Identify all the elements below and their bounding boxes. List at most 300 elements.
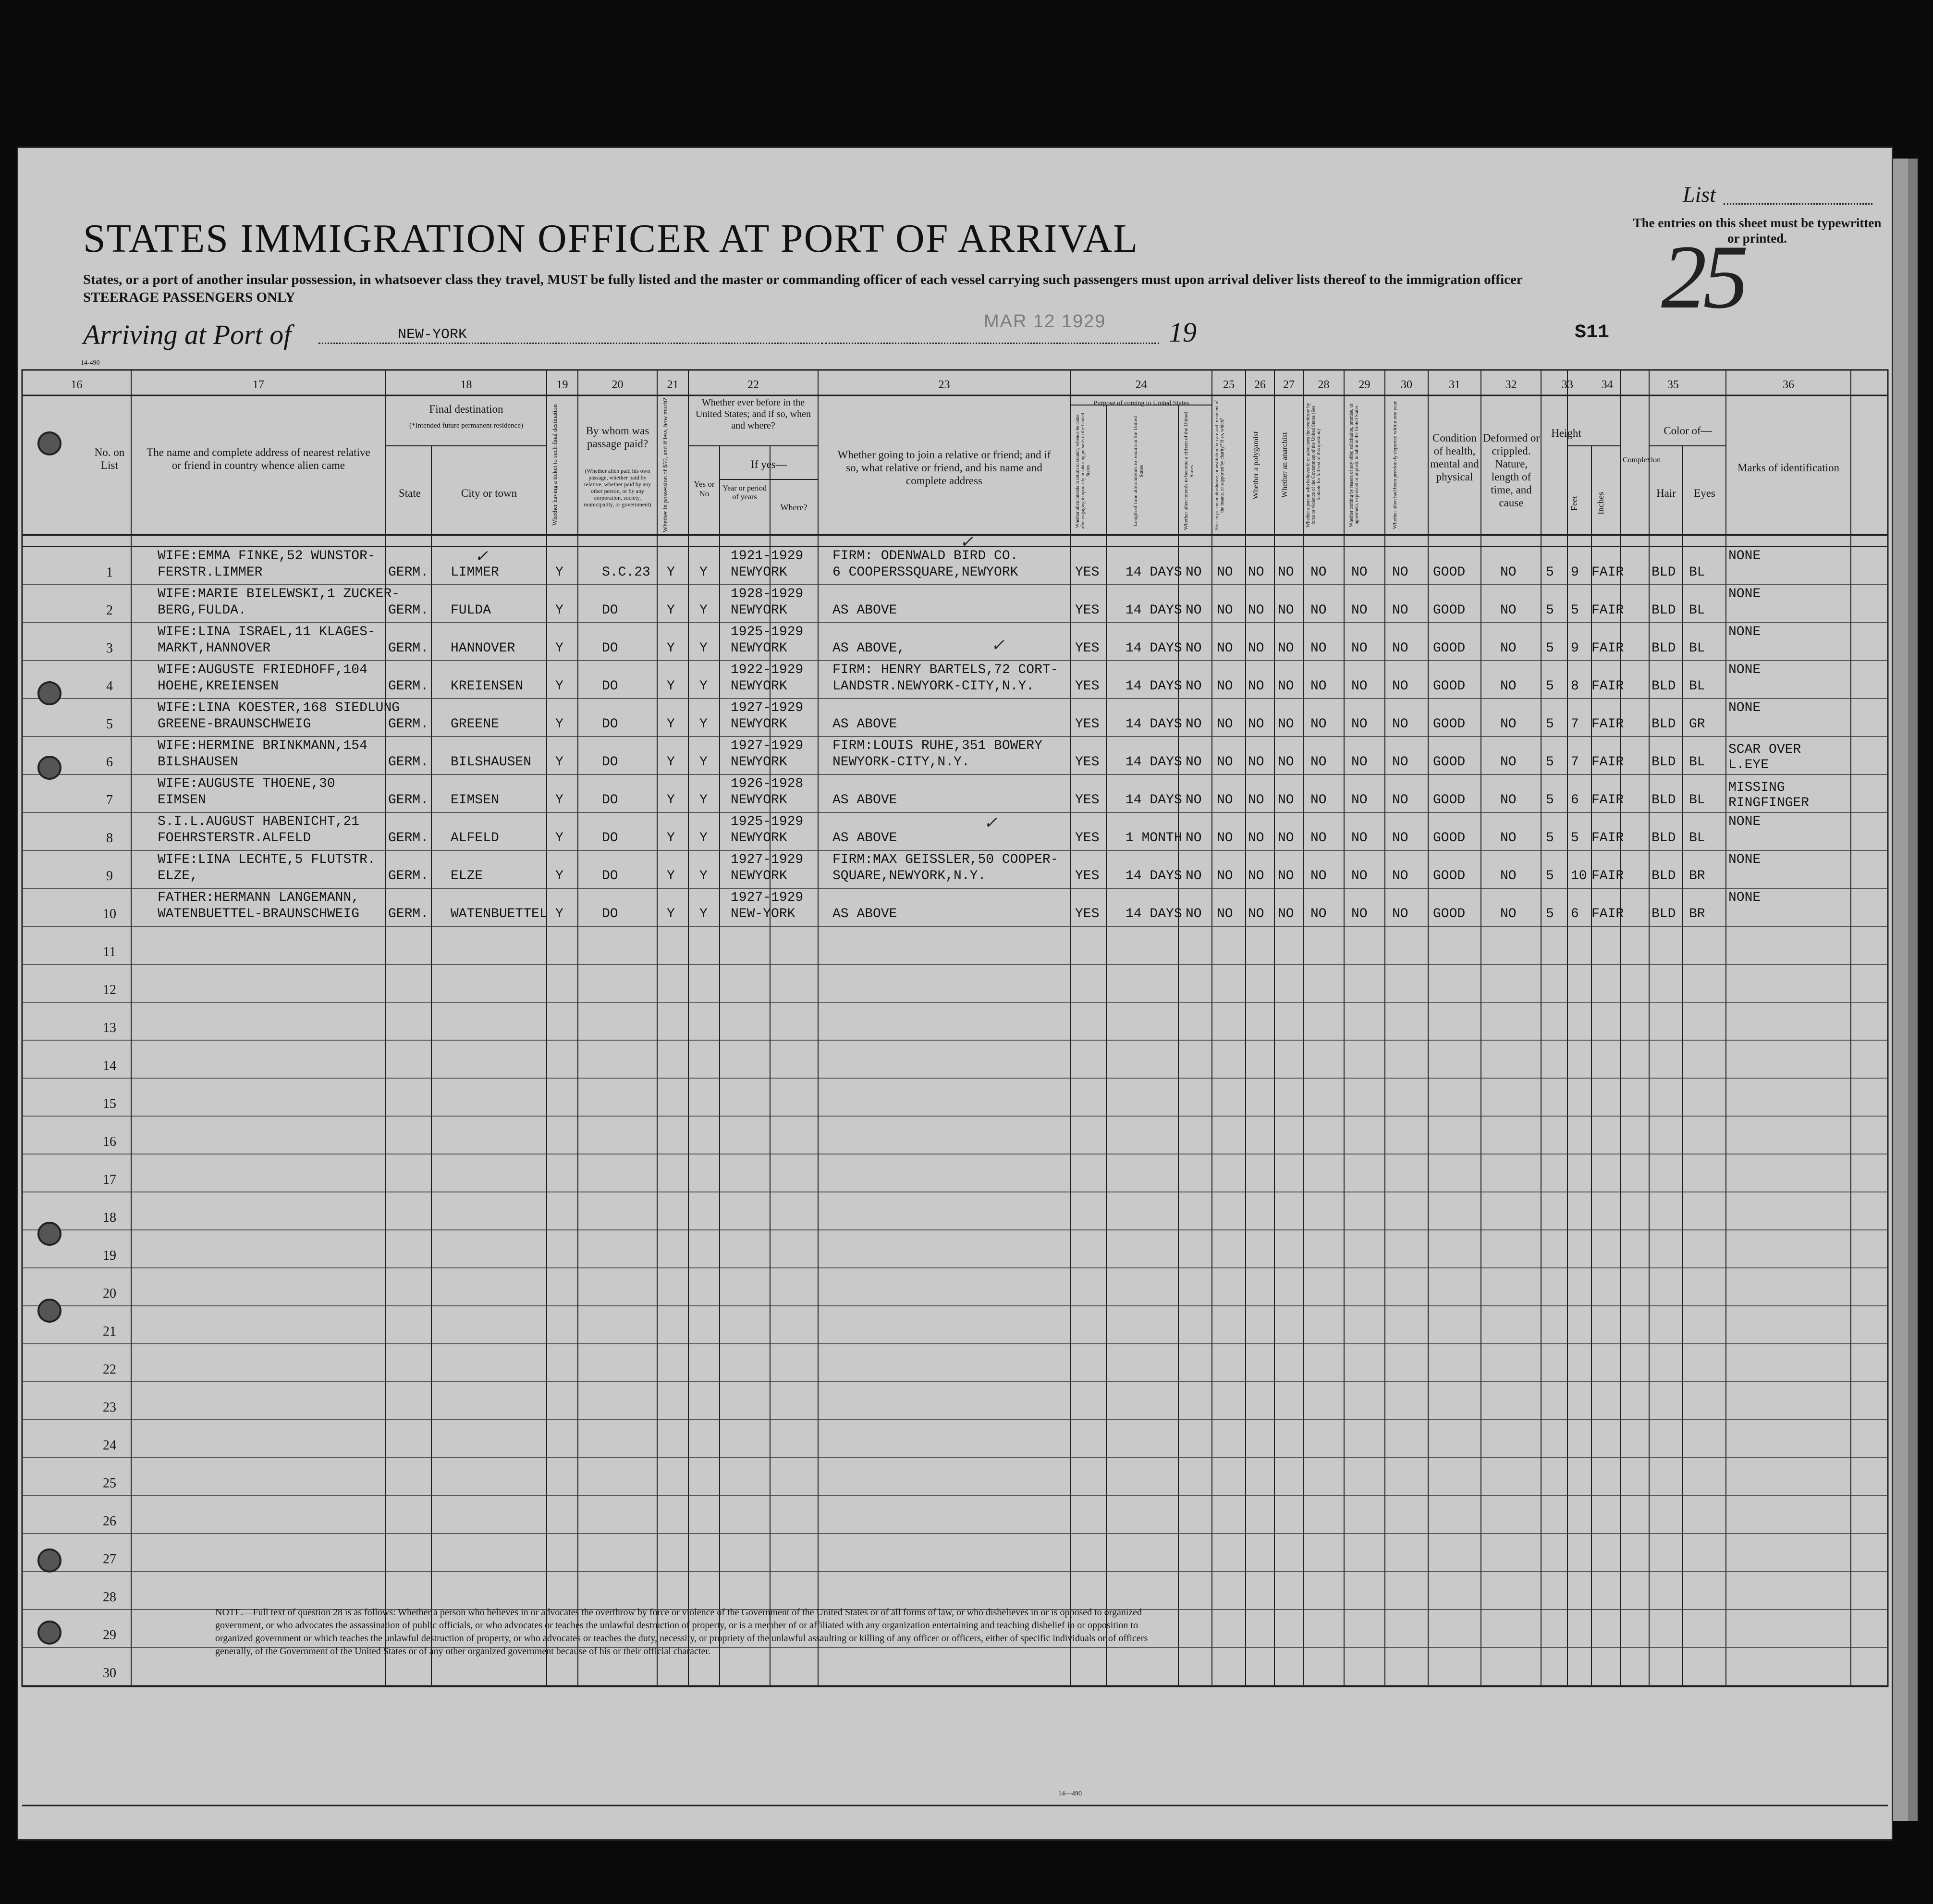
ticket-cell: Y	[555, 717, 563, 732]
col-num-22: 22	[747, 379, 759, 391]
ticket-cell: Y	[555, 831, 563, 846]
period-cell: 1925-1929	[731, 625, 804, 639]
header-before: Whether ever before in the United States; and if so, when and where?	[696, 397, 811, 431]
q29-cell: NO	[1351, 755, 1368, 770]
ticket-cell: Y	[555, 755, 563, 770]
q28-cell: NO	[1310, 831, 1327, 846]
return-cell: YES	[1075, 755, 1100, 770]
relative-name: WIFE:EMMA FINKE,52 WUNSTOR-	[158, 549, 376, 564]
citizen-cell: NO	[1186, 641, 1202, 656]
q29-cell: NO	[1351, 907, 1368, 921]
stay-length-cell: 14 DAYS	[1126, 907, 1182, 921]
before-cell: Y	[699, 565, 708, 580]
relative-address: MARKT,HANNOVER	[158, 641, 271, 656]
inches-cell: 9	[1571, 641, 1579, 656]
header-state: State	[399, 487, 421, 499]
q28-cell: NO	[1310, 907, 1327, 921]
period-cell: 1921-1929	[731, 549, 804, 564]
citizen-cell: NO	[1186, 717, 1202, 732]
join-line-2: AS ABOVE,	[832, 641, 905, 656]
col-num-20: 20	[612, 379, 624, 391]
q30-cell: NO	[1392, 793, 1408, 808]
citizen-cell: NO	[1186, 755, 1202, 770]
feet-cell: 5	[1546, 793, 1554, 808]
header-join: Whether going to join a relative or friend; and if so, what relative or friend, and his name and complete address	[837, 449, 1051, 487]
q30-cell: NO	[1392, 679, 1408, 694]
inches-cell: 7	[1571, 755, 1579, 770]
col-num-30: 30	[1401, 379, 1412, 391]
relative-name: WIFE:LINA LECHTE,5 FLUTSTR.	[158, 852, 376, 867]
deformed-cell: NO	[1500, 679, 1517, 694]
relative-address: ELZE,	[158, 869, 198, 884]
stay-length-cell: 14 DAYS	[1126, 717, 1182, 732]
row-number: 3	[106, 641, 113, 656]
city-cell: EIMSEN	[451, 793, 499, 808]
city-cell: HANNOVER	[451, 641, 515, 656]
complexion-cell: FAIR	[1591, 565, 1624, 580]
q29-cell: NO	[1351, 869, 1368, 884]
prison-cell: NO	[1217, 717, 1233, 732]
col-num-34: 34	[1601, 379, 1613, 391]
eyes-cell: BL	[1689, 831, 1705, 846]
q28-cell: NO	[1310, 717, 1327, 732]
stay-length-cell: 14 DAYS	[1126, 793, 1182, 808]
period-cell: 1927-1929	[731, 852, 804, 867]
col-num-18: 18	[460, 379, 472, 391]
stay-length-cell: 14 DAYS	[1126, 641, 1182, 656]
header-final-destination: Final destination	[429, 403, 503, 415]
eyes-cell: BL	[1689, 755, 1705, 770]
polygamist-cell: NO	[1248, 565, 1264, 580]
relative-address: GREENE-BRAUNSCHWEIG	[158, 717, 311, 732]
paid-by-cell: DO	[602, 869, 618, 884]
inches-cell: 6	[1571, 907, 1579, 921]
city-cell: GREENE	[451, 717, 499, 732]
citizen-cell: NO	[1186, 869, 1202, 884]
eyes-cell: BL	[1689, 679, 1705, 694]
before-cell: Y	[699, 679, 708, 694]
row-number: 9	[106, 869, 113, 884]
q29-cell: NO	[1351, 793, 1368, 808]
marks-line-1: NONE	[1728, 852, 1761, 867]
header-purpose-c: Whether alien intends to become a citizen of the United States	[1183, 412, 1195, 530]
inches-cell: 5	[1571, 831, 1579, 846]
page-title: STATES IMMIGRATION OFFICER AT PORT OF ARRIVAL	[83, 216, 1139, 261]
prison-cell: NO	[1217, 641, 1233, 656]
q28-cell: NO	[1310, 793, 1327, 808]
header-eyes: Eyes	[1694, 487, 1715, 499]
port-value: NEW-YORK	[398, 327, 467, 343]
paid-by-cell: DO	[602, 679, 618, 694]
q28-cell: NO	[1310, 679, 1327, 694]
prison-cell: NO	[1217, 869, 1233, 884]
complexion-cell: FAIR	[1591, 869, 1624, 884]
ticket-cell: Y	[555, 869, 563, 884]
where-cell: NEWYORK	[731, 679, 787, 694]
relative-address: FOEHRSTERSTR.ALFELD	[158, 831, 311, 846]
marks-line-1: NONE	[1728, 890, 1761, 905]
row-number: 26	[103, 1514, 116, 1529]
deformed-cell: NO	[1500, 793, 1517, 808]
citizen-cell: NO	[1186, 679, 1202, 694]
stay-length-cell: 14 DAYS	[1126, 565, 1182, 580]
paid-by-cell: DO	[602, 831, 618, 846]
return-cell: YES	[1075, 831, 1100, 846]
relative-name: WIFE:HERMINE BRINKMANN,154	[158, 738, 367, 753]
prison-cell: NO	[1217, 831, 1233, 846]
row-number: 23	[103, 1400, 116, 1415]
return-cell: YES	[1075, 907, 1100, 921]
state-cell: GERM.	[388, 831, 429, 846]
relative-address: EIMSEN	[158, 793, 206, 808]
row-number: 28	[103, 1590, 116, 1605]
header-anarchist: Whether an anarchist	[1281, 432, 1289, 498]
check-mark: ✓	[475, 548, 489, 565]
return-cell: YES	[1075, 641, 1100, 656]
binder-ring	[37, 1621, 61, 1645]
hair-cell: BLD	[1652, 565, 1676, 580]
health-cell: GOOD	[1433, 793, 1466, 808]
stay-length-cell: 1 MONTH	[1126, 831, 1182, 846]
relative-name: WIFE:AUGUSTE THOENE,30	[158, 776, 335, 791]
header-feet: Feet	[1569, 496, 1579, 511]
period-cell: 1928-1929	[731, 587, 804, 602]
inches-cell: 7	[1571, 717, 1579, 732]
header-purpose-b: Length of time alien intends to remain in the United States	[1133, 416, 1144, 526]
deformed-cell: NO	[1500, 603, 1517, 618]
where-cell: NEWYORK	[731, 869, 787, 884]
state-cell: GERM.	[388, 869, 429, 884]
marks-line-1: MISSING	[1728, 780, 1785, 795]
health-cell: GOOD	[1433, 717, 1466, 732]
period-cell: 1922-1929	[731, 663, 804, 677]
marks-line-1: SCAR OVER	[1728, 742, 1801, 757]
binder-ring	[37, 431, 61, 455]
header-purpose: Purpose of coming to United States	[1093, 400, 1189, 407]
header-marks: Marks of identification	[1737, 462, 1840, 474]
col-num-27: 27	[1283, 379, 1295, 391]
header-paid-by: By whom was passage paid?	[586, 425, 649, 450]
return-cell: YES	[1075, 603, 1100, 618]
complexion-cell: FAIR	[1591, 793, 1624, 808]
deformed-cell: NO	[1500, 755, 1517, 770]
header-color: Color of—	[1664, 425, 1712, 437]
instructions-line-1: States, or a port of another insular possession, in whatsoever class they travel, MUST be fully listed and the master or commanding officer of each vessel carrying such passengers must upon arrival deliver lists thereof to the immigration officer	[83, 272, 1523, 287]
fifty-cell: Y	[667, 679, 675, 694]
city-cell: KREIENSEN	[451, 679, 524, 694]
row-number: 19	[103, 1248, 116, 1263]
inches-cell: 10	[1571, 869, 1587, 884]
before-cell: Y	[699, 831, 708, 846]
relative-address: WATENBUETTEL-BRAUNSCHWEIG	[158, 907, 360, 921]
city-cell: FULDA	[451, 603, 491, 618]
inches-cell: 5	[1571, 603, 1579, 618]
return-cell: YES	[1075, 717, 1100, 732]
state-cell: GERM.	[388, 679, 429, 694]
deformed-cell: NO	[1500, 565, 1517, 580]
polygamist-cell: NO	[1248, 793, 1264, 808]
marks-line-2: RINGFINGER	[1728, 796, 1810, 811]
period-cell: 1927-1929	[731, 890, 804, 905]
check-mark: ✓	[960, 533, 974, 551]
row-number: 1	[106, 565, 113, 580]
instructions-line-2: STEERAGE PASSENGERS ONLY	[83, 290, 295, 305]
col-num-26: 26	[1254, 379, 1266, 391]
hair-cell: BLD	[1652, 755, 1676, 770]
col-num-16: 16	[71, 379, 83, 391]
period-cell: 1925-1929	[731, 814, 804, 829]
feet-cell: 5	[1546, 831, 1554, 846]
header-paid-by-note: (Whether alien paid his own passage, whether paid by relative, whether paid by any other person, or by any corporation, society, municipality, or government)	[584, 467, 651, 508]
citizen-cell: NO	[1186, 603, 1202, 618]
col-num-25: 25	[1223, 379, 1235, 391]
where-cell: NEW-YORK	[731, 907, 795, 921]
check-mark: ✓	[984, 814, 998, 832]
row-number: 2	[106, 603, 113, 618]
health-cell: GOOD	[1433, 679, 1466, 694]
stay-length-cell: 14 DAYS	[1126, 755, 1182, 770]
ticket-cell: Y	[555, 679, 563, 694]
state-cell: GERM.	[388, 907, 429, 921]
complexion-cell: FAIR	[1591, 603, 1624, 618]
q29-cell: NO	[1351, 679, 1368, 694]
list-note: The entries on this sheet must be typewritten or printed.	[1633, 216, 1882, 246]
join-line-2: AS ABOVE	[832, 907, 897, 921]
join-line-1: FIRM: ODENWALD BIRD CO.	[832, 549, 1018, 564]
marks-line-2: L.EYE	[1728, 758, 1769, 773]
fifty-cell: Y	[667, 831, 675, 846]
feet-cell: 5	[1546, 869, 1554, 884]
city-cell: ELZE	[451, 869, 483, 884]
col-num-17: 17	[253, 379, 264, 391]
state-cell: GERM.	[388, 603, 429, 618]
col-num-35: 35	[1667, 379, 1679, 391]
join-line-2: NEWYORK-CITY,N.Y.	[832, 755, 970, 770]
binder-ring	[37, 1222, 61, 1246]
marks-line-1: NONE	[1728, 663, 1761, 677]
q28-cell: NO	[1310, 565, 1327, 580]
row-number: 11	[103, 945, 116, 959]
state-cell: GERM.	[388, 565, 429, 580]
header-where: Where?	[780, 503, 807, 512]
hair-cell: BLD	[1652, 907, 1676, 921]
join-line-2: AS ABOVE	[832, 793, 897, 808]
inches-cell: 9	[1571, 565, 1579, 580]
header-q28: Whether a person who believes in or advocates the overthrow by force or violence of the Government of the United States (See footnote for full text of this question)	[1306, 403, 1321, 528]
paid-by-cell: S.C.23	[602, 565, 650, 580]
row-number: 7	[106, 793, 113, 808]
relative-name: WIFE:AUGUSTE FRIEDHOFF,104	[158, 663, 367, 677]
table-grid	[18, 148, 1892, 1839]
before-cell: Y	[699, 907, 708, 921]
where-cell: NEWYORK	[731, 641, 787, 656]
header-polygamist: Whether a polygamist	[1252, 431, 1260, 499]
row-number: 5	[106, 717, 113, 732]
page-edge	[1908, 159, 1918, 1821]
polygamist-cell: NO	[1248, 831, 1264, 846]
health-cell: GOOD	[1433, 565, 1466, 580]
period-cell: 1926-1928	[731, 776, 804, 791]
ticket-cell: Y	[555, 907, 563, 921]
q28-cell: NO	[1310, 641, 1327, 656]
q28-cell: NO	[1310, 603, 1327, 618]
year-prefix: 19	[1169, 317, 1197, 348]
stay-length-cell: 14 DAYS	[1126, 869, 1182, 884]
relative-name: WIFE:LINA ISRAEL,11 KLAGES-	[158, 625, 376, 639]
city-cell: ALFELD	[451, 831, 499, 846]
join-line-2: SQUARE,NEWYORK,N.Y.	[832, 869, 986, 884]
anarchist-cell: NO	[1278, 907, 1294, 921]
anarchist-cell: NO	[1278, 831, 1294, 846]
paid-by-cell: DO	[602, 907, 618, 921]
relative-address: BERG,FULDA.	[158, 603, 246, 618]
q30-cell: NO	[1392, 831, 1408, 846]
row-number: 13	[103, 1020, 116, 1035]
corner-code: 14-490	[81, 359, 100, 367]
q30-cell: NO	[1392, 641, 1408, 656]
citizen-cell: NO	[1186, 907, 1202, 921]
hair-cell: BLD	[1652, 717, 1676, 732]
binder-ring	[37, 681, 61, 705]
q30-cell: NO	[1392, 907, 1408, 921]
paid-by-cell: DO	[602, 755, 618, 770]
q29-cell: NO	[1351, 831, 1368, 846]
hair-cell: BLD	[1652, 793, 1676, 808]
row-number: 10	[103, 907, 116, 921]
feet-cell: 5	[1546, 641, 1554, 656]
complexion-cell: FAIR	[1591, 755, 1624, 770]
q29-cell: NO	[1351, 717, 1368, 732]
q30-cell: NO	[1392, 755, 1408, 770]
return-cell: YES	[1075, 869, 1100, 884]
col-num-29: 29	[1358, 379, 1370, 391]
ticket-cell: Y	[555, 793, 563, 808]
q29-cell: NO	[1351, 603, 1368, 618]
fifty-cell: Y	[667, 641, 675, 656]
eyes-cell: BL	[1689, 641, 1705, 656]
citizen-cell: NO	[1186, 565, 1202, 580]
where-cell: NEWYORK	[731, 717, 787, 732]
citizen-cell: NO	[1186, 831, 1202, 846]
hair-cell: BLD	[1652, 831, 1676, 846]
prison-cell: NO	[1217, 679, 1233, 694]
row-number: 6	[106, 755, 113, 770]
row-number: 15	[103, 1096, 116, 1111]
paid-by-cell: DO	[602, 793, 618, 808]
hair-cell: BLD	[1652, 603, 1676, 618]
header-yes-no: Yes or No	[694, 479, 715, 498]
header-complexion: Complexion	[1623, 456, 1661, 464]
deformed-cell: NO	[1500, 641, 1517, 656]
marks-line-1: NONE	[1728, 549, 1761, 564]
relative-address: FERSTR.LIMMER	[158, 565, 263, 580]
relative-name: FATHER:HERMANN LANGEMANN,	[158, 890, 360, 905]
before-cell: Y	[699, 641, 708, 656]
list-label: List	[1683, 182, 1716, 207]
join-line-1: FIRM: HENRY BARTELS,72 CORT-	[832, 663, 1059, 677]
city-cell: BILSHAUSEN	[451, 755, 532, 770]
health-cell: GOOD	[1433, 603, 1466, 618]
polygamist-cell: NO	[1248, 907, 1264, 921]
col-num-36: 36	[1783, 379, 1794, 391]
prison-cell: NO	[1217, 603, 1233, 618]
marks-line-1: NONE	[1728, 700, 1761, 715]
relative-name: S.I.L.AUGUST HABENICHT,21	[158, 814, 360, 829]
anarchist-cell: NO	[1278, 679, 1294, 694]
eyes-cell: BL	[1689, 565, 1705, 580]
arriving-label: Arriving at Port of	[83, 319, 292, 350]
row-number: 27	[103, 1552, 116, 1567]
return-cell: YES	[1075, 679, 1100, 694]
binder-ring	[37, 1548, 61, 1572]
health-cell: GOOD	[1433, 907, 1466, 921]
anarchist-cell: NO	[1278, 641, 1294, 656]
before-cell: Y	[699, 755, 708, 770]
feet-cell: 5	[1546, 603, 1554, 618]
ticket-cell: Y	[555, 603, 563, 618]
q29-cell: NO	[1351, 565, 1368, 580]
ticket-cell: Y	[555, 641, 563, 656]
fifty-cell: Y	[667, 793, 675, 808]
where-cell: NEWYORK	[731, 603, 787, 618]
eyes-cell: BL	[1689, 603, 1705, 618]
manifest-page	[17, 147, 1893, 1841]
header-city: City or town	[461, 487, 517, 499]
join-line-2: AS ABOVE	[832, 603, 897, 618]
feet-cell: 5	[1546, 679, 1554, 694]
marks-line-1: NONE	[1728, 814, 1761, 829]
before-cell: Y	[699, 793, 708, 808]
complexion-cell: FAIR	[1591, 907, 1624, 921]
before-cell: Y	[699, 717, 708, 732]
footnote-q28: NOTE.—Full text of question 28 is as follows: Whether a person who believes in or advocates the overthrow by force or violence of the Government of the United States or of all forms of law, or who disbelieves in or is opposed to organized government, or who advocates the assassination of public officials, or who advocates or teaches the unlawful destruction of property, or is a member of or affiliated with any organization entertaining and teaching disbelief in or opposition to organized government or which teaches the unlawful destruction of property, or who advocates or teaches the duty, necessity, or propriety of the unlawful assaulting or killing of any officer or officers, either of specific individuals or of officers generally, of the Government of the United States or of any other organized government because of his or their official character.	[215, 1607, 1148, 1657]
state-cell: GERM.	[388, 717, 429, 732]
q30-cell: NO	[1392, 565, 1408, 580]
join-line-2: AS ABOVE	[832, 831, 897, 846]
join-line-2: LANDSTR.NEWYORK-CITY,N.Y.	[832, 679, 1035, 694]
row-number: 24	[103, 1438, 116, 1453]
row-number: 8	[106, 831, 113, 846]
row-number: 30	[103, 1666, 116, 1681]
paid-by-cell: DO	[602, 641, 618, 656]
where-cell: NEWYORK	[731, 793, 787, 808]
q30-cell: NO	[1392, 869, 1408, 884]
header-purpose-a: Whether alien intends to return to country whence he came after engaging temporarily in laboring pursuits in the United States	[1075, 413, 1091, 529]
header-if-yes: If yes—	[751, 458, 787, 470]
hair-cell: BLD	[1652, 869, 1676, 884]
paid-by-cell: DO	[602, 717, 618, 732]
col-num-28: 28	[1318, 379, 1330, 391]
prison-cell: NO	[1217, 793, 1233, 808]
citizen-cell: NO	[1186, 793, 1202, 808]
complexion-cell: FAIR	[1591, 679, 1624, 694]
q29-cell: NO	[1351, 641, 1368, 656]
deformed-cell: NO	[1500, 717, 1517, 732]
polygamist-cell: NO	[1248, 679, 1264, 694]
q30-cell: NO	[1392, 603, 1408, 618]
return-cell: YES	[1075, 565, 1100, 580]
stay-length-cell: 14 DAYS	[1126, 679, 1182, 694]
header-prison: Ever in prison or almshouse, or institution for care and treatment of the insane, or supported by charity? If so, which?	[1214, 400, 1225, 530]
header-inches: Inches	[1596, 492, 1605, 515]
health-cell: GOOD	[1433, 755, 1466, 770]
inches-cell: 6	[1571, 793, 1579, 808]
row-number: 4	[106, 679, 113, 694]
health-cell: GOOD	[1433, 831, 1466, 846]
check-mark: ✓	[991, 637, 1005, 654]
ticket-cell: Y	[555, 565, 563, 580]
row-number: 21	[103, 1324, 116, 1339]
